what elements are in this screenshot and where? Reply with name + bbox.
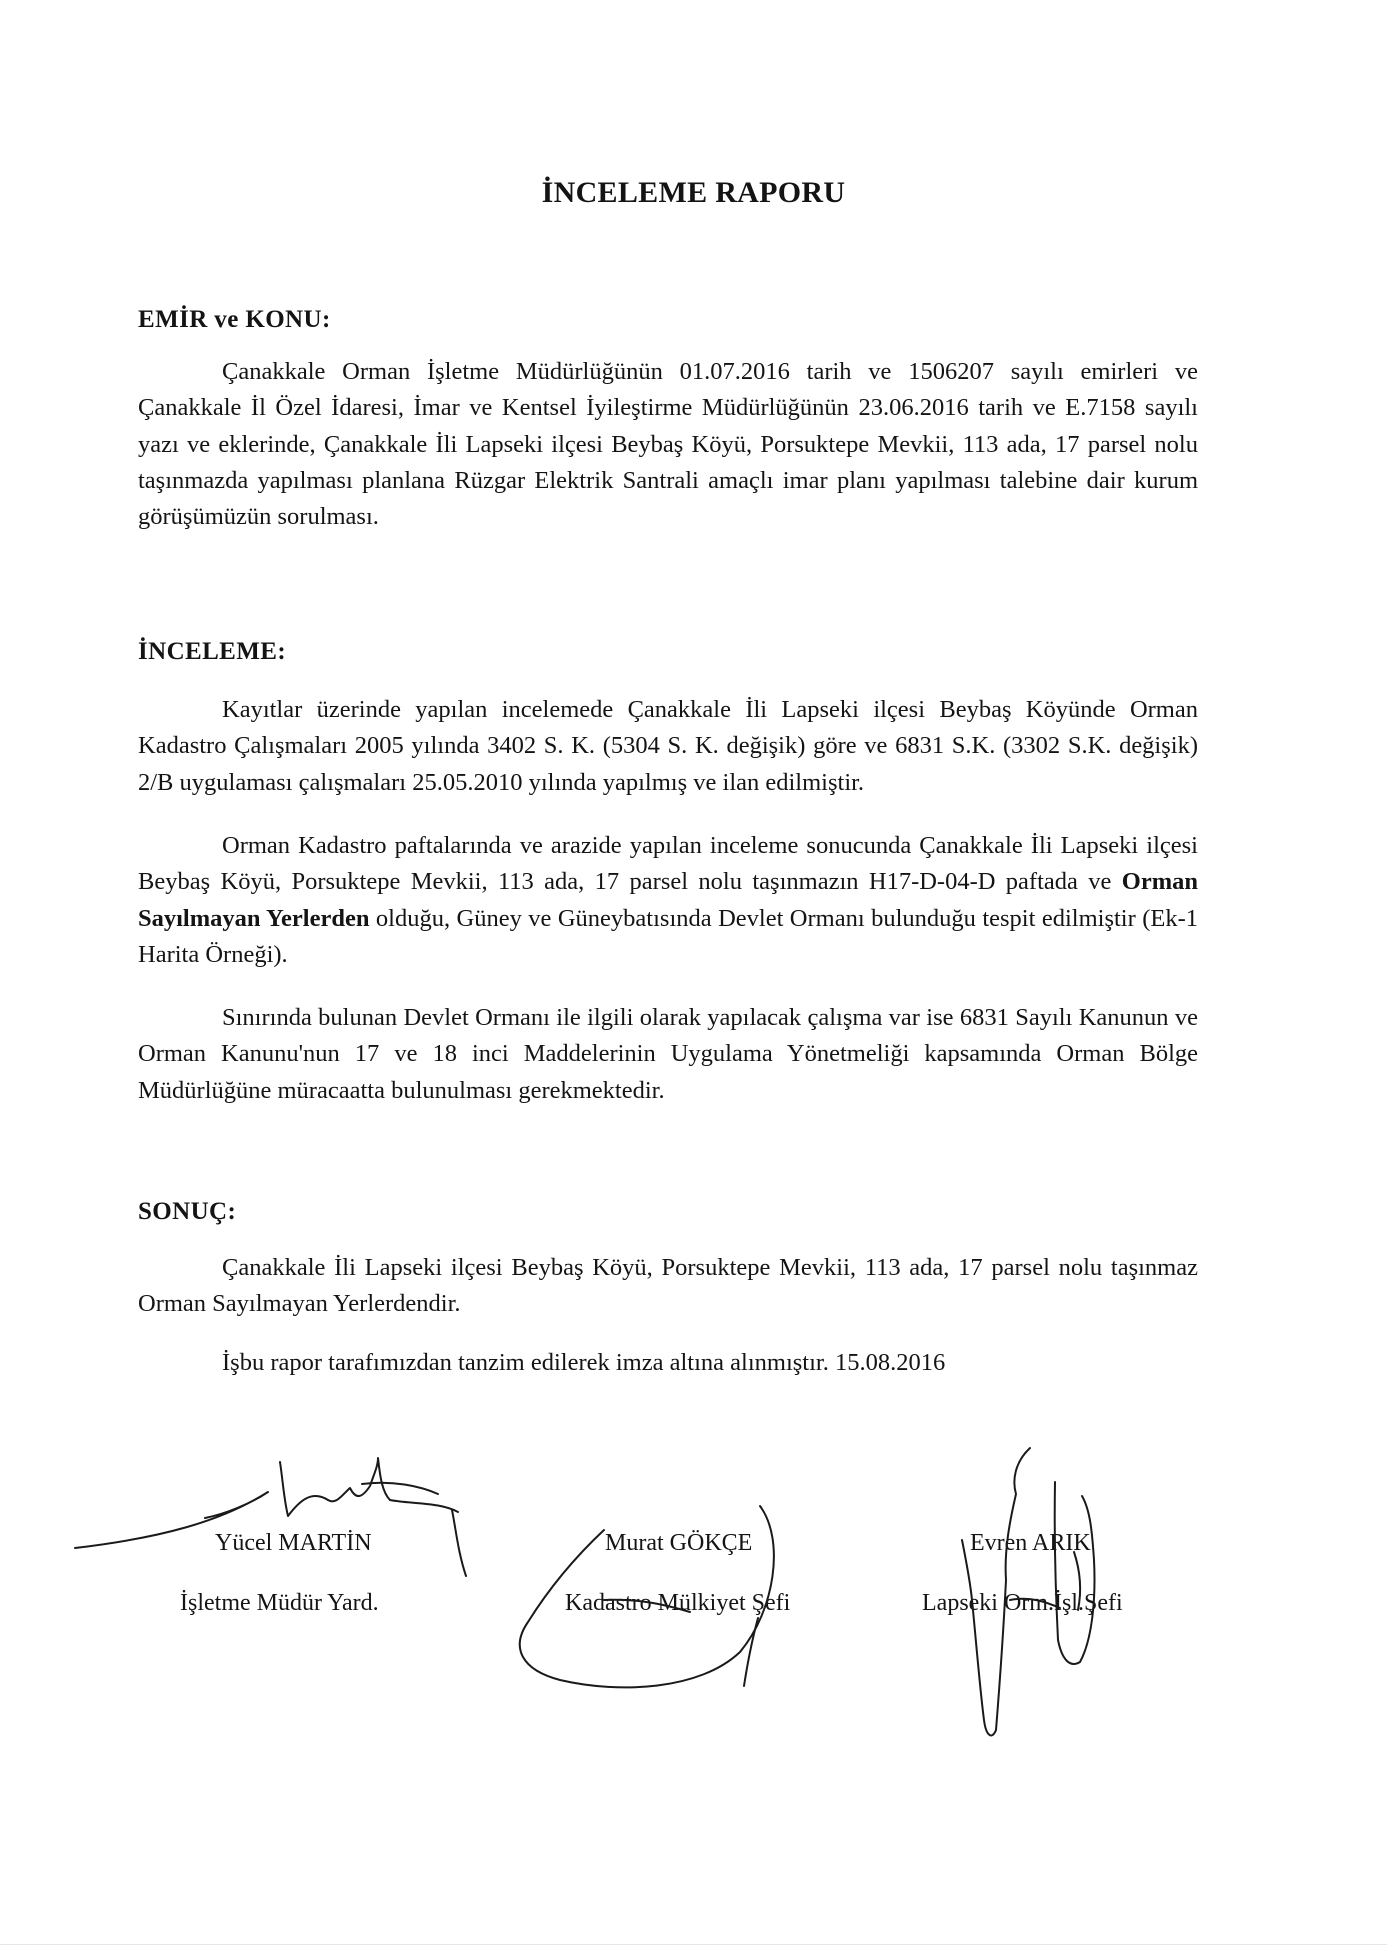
paragraph-inceleme-3: Sınırında bulunan Devlet Ormanı ile ilgili olarak yapılacak çalışma var ise 6831 Sayılı Kanunun ve Orman Kanunu'nun 17 ve 18 inci Maddelerinin Uygulama Yönetmeliği kapsamında Orman Bölge Müdürlüğüne müracaatta bulunulması gerekmektedir.	[138, 1004, 1198, 1104]
scan-edge-line	[0, 1944, 1387, 1945]
paragraph-sonuc: Çanakkale İli Lapseki ilçesi Beybaş Köyü, Porsuktepe Mevkii, 113 ada, 17 parsel nolu taşınmaz Orman Sayılmayan Yerlerdendir.	[138, 1254, 1198, 1318]
paragraph-inceleme-2	[138, 828, 1198, 973]
signature-3-stroke	[1055, 1482, 1095, 1664]
heading-inceleme: İNCELEME:	[138, 638, 287, 665]
paragraph-inceleme-2-emphasis: Orman Sayılmayan Yerlerden	[138, 868, 1198, 932]
signatory-title-3: Lapseki Orm.İşl.Şefi	[922, 1590, 1123, 1616]
paragraph-inceleme-1: Kayıtlar üzerinde yapılan incelemede Çanakkale İli Lapseki ilçesi Beybaş Köyünde Orman Kadastro Çalışmaları 2005 yılında 3402 S. K. (5304 S. K. değişik) göre ve 6831 S.K. (3302 S.K. değişik) 2/B uygulaması çalışmaları 25.05.2010 yılında yapılmış ve ilan edilmiştir.	[138, 696, 1198, 796]
report-title: İNCELEME RAPORU	[541, 176, 846, 209]
signature-1-stroke	[362, 1483, 438, 1494]
paragraph-emir-konu: Çanakkale Orman İşletme Müdürlüğünün 01.07.2016 tarih ve 1506207 sayılı emirleri ve Çanakkale İl Özel İdaresi, İmar ve Kentsel İyileştirme Müdürlüğünün 23.06.2016 tarih ve E.7158 sayılı yazı ve eklerinde, Çanakkale İli Lapseki ilçesi Beybaş Köyü, Porsuktepe Mevkii, 113 ada, 17 parsel nolu taşınmazda yapılması planlana Rüzgar Elektrik Santrali amaçlı imar planı yapılması talebine dair kurum görüşümüzün sorulması.	[138, 358, 1198, 531]
signatory-title-2: Kadastro Mülkiyet Şefi	[565, 1590, 791, 1616]
signatory-name-2: Murat GÖKÇE	[605, 1530, 753, 1556]
signature-2-stroke	[744, 1618, 758, 1686]
closing-statement: İşbu rapor tarafımızdan tanzim edilerek imza altına alınmıştır. 15.08.2016	[222, 1349, 946, 1376]
signature-1-stroke	[452, 1510, 466, 1576]
signatory-name-3: Evren ARIK	[970, 1530, 1091, 1556]
signatory-name-1: Yücel MARTİN	[215, 1530, 372, 1556]
paragraph-inceleme-2-text: Orman Kadastro paftalarında ve arazide yapılan inceleme sonucunda Çanakkale İli Lapseki ilçesi Beybaş Köyü, Porsuktepe Mevkii, 113 ada, 17 parsel nolu taşınmazın H17-D-04-D paftada ve	[138, 832, 1198, 896]
paragraph-inceleme-2-text-end: olduğu, Güney ve Güneybatısında Devlet Ormanı bulunduğu tespit edilmiştir (Ek-1 Harita Örneği).	[138, 904, 1198, 968]
signatory-title-1: İşletme Müdür Yard.	[180, 1590, 379, 1616]
heading-emir-konu: EMİR ve KONU:	[138, 306, 331, 333]
heading-sonuc: SONUÇ:	[138, 1198, 237, 1225]
signature-1-stroke	[280, 1458, 458, 1516]
